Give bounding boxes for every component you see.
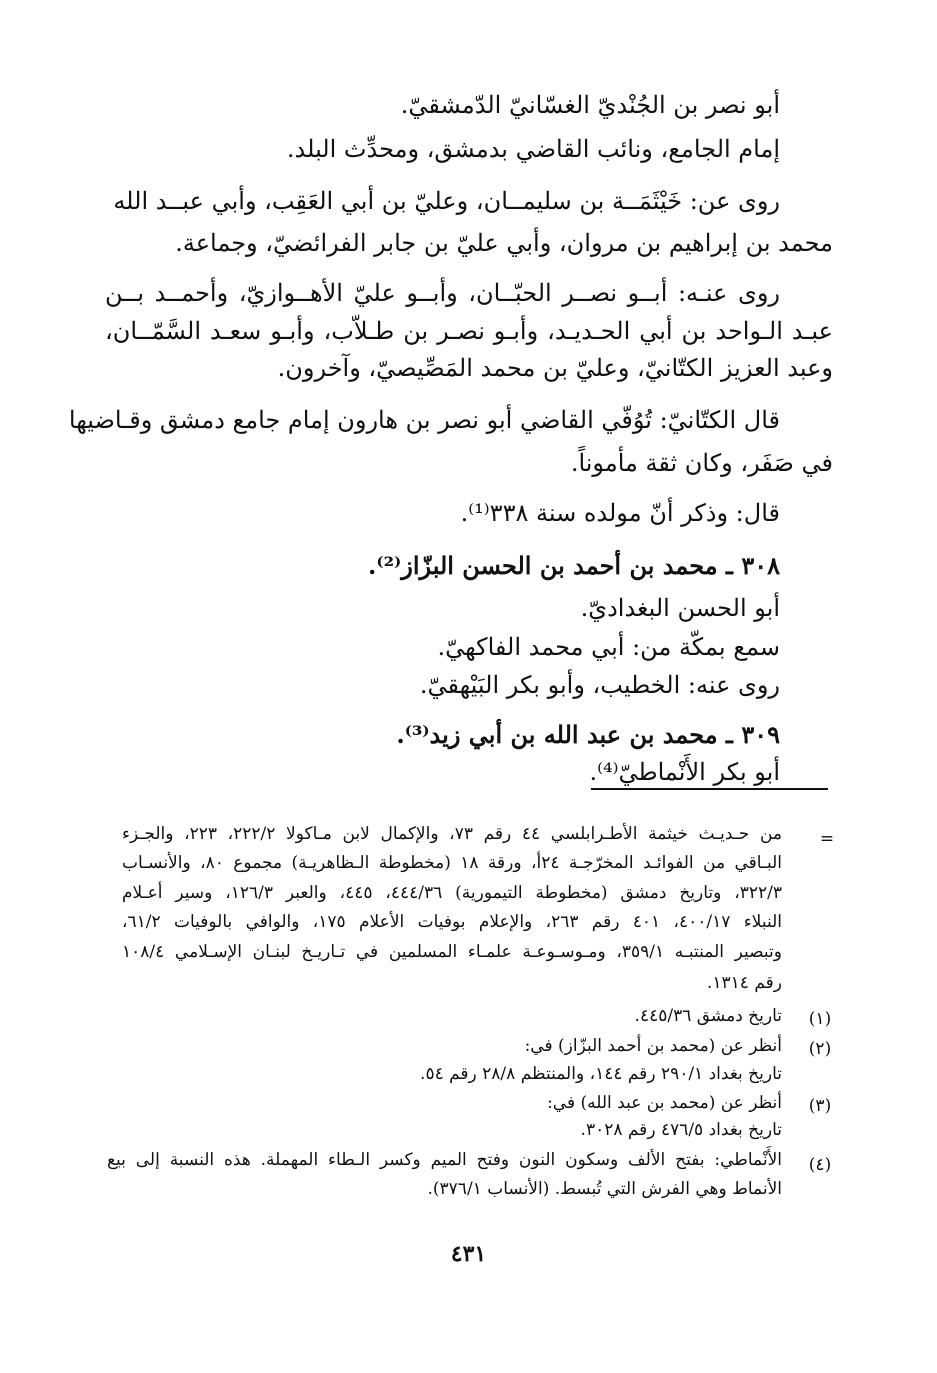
text-line: قال الكتّانيّ: تُوُفّي القاضي أبو نصر بن هارون إمام جامع دمشق وقـاضيها — [68, 406, 780, 434]
footnote-line: رقم ١٣١٤. — [707, 973, 782, 993]
footnote-line: أنظر عن (محمد بن عبد الله) في: — [547, 1093, 782, 1113]
footnote-number: (٢) — [808, 1039, 832, 1059]
text-line: محمد بن إبراهيم بن مروان، وأبي عليّ بن جابر الفرائضيّ، وجماعة. — [175, 229, 833, 257]
footnote-number: (٤) — [808, 1155, 832, 1175]
text-line: أبو بكر الأَنْماطيّ⁽⁴⁾. — [589, 758, 780, 786]
text-line: في صَفَر، وكان ثقة مأموناً. — [570, 449, 833, 477]
footnote-line: تاريخ بغداد ٢٩٠/١ رقم ١٤٤، والمنتظم ٢٨/٨ رقم ٥٤. — [420, 1064, 782, 1084]
text-line: أبو الحسن البغداديّ. — [580, 594, 780, 622]
text-line: عبـد الـواحد بن أبي الحـديـد، وأبـو نصـر بن طـلاّب، وأبـو سعـد السَّمّــان، — [105, 317, 833, 345]
footnote-line: ٣٢٢/٣، وتاريخ دمشق (مخطوطة التيمورية) ٤٤٤/٣٦، ٤٤٥، والعبر ١٢٦/٣، وسير أعـلام — [122, 883, 783, 903]
footnote-line: الأَنْماطي: بفتح الألف وسكون النون وفتح الميم وكسر الـطاء المهملة. هذه النسبة إلى بيع — [107, 1150, 782, 1170]
text-line: سمع بمكّة من: أبي محمد الفاكهيّ. — [437, 633, 780, 661]
page-number: ٤٣١ — [450, 1241, 487, 1267]
entry-heading: ٣٠٩ ـ محمد بن عبد الله بن أبي زيد⁽³⁾. — [396, 720, 780, 749]
footnote-number: (٣) — [808, 1096, 832, 1116]
continuation-marker: = — [819, 829, 835, 849]
footnote-number: (١) — [808, 1009, 832, 1029]
text-line: إمام الجامع، ونائب القاضي بدمشق، ومحدِّث البلد. — [286, 135, 780, 163]
text-line: وعبد العزيز الكتّانيّ، وعليّ بن محمد المَصِّيصيّ، وآخرون. — [277, 354, 833, 382]
footnote-line: النبلاء ٤٠٠/١٧، ٤٠١ رقم ٢٦٣، والإعلام بوفيات الأعلام ١٧٥، والوافي بالوفيات ٦١/٢، — [122, 912, 782, 932]
text-line: أبو نصر بن الجُنْديّ الغسّانيّ الدّمشقيّ. — [400, 91, 780, 119]
text-line: روى عن: خَيْثَمَــة بن سليمــان، وعليّ بن أبي العَقِب، وأبي عبــد الله — [113, 187, 780, 215]
footnote-line: البـاقي من الفوائـد المخرّجـة ٢٤أ، ورقة ١٨ (مخطوطة الـظاهريـة) مجموع ٨٠، والأنسـاب — [122, 853, 782, 873]
footnote-separator — [591, 788, 828, 790]
footnote-line: تاريخ دمشق ٤٤٥/٣٦. — [634, 1006, 782, 1026]
footnote-line: وتبصير المنتبـه ٣٥٩/١، ومـوسـوعـة علمـاء المسلمين في تـاريـخ لبنـان الإسـلامي ١٠٨/٤ — [122, 942, 782, 962]
footnote-line: الأنماط وهي الفرش التي تُبسط. (الأنساب ٣٧٦/١). — [427, 1179, 782, 1199]
text-line: روى عنـه: أبــو نصــر الحبّــان، وأبــو عليّ الأهــوازيّ، وأحمــد بــن — [105, 279, 780, 307]
footnote-line: تاريخ بغداد ٤٧٦/٥ رقم ٣٠٢٨. — [580, 1120, 782, 1140]
footnote-line: من حـديـث خيثمة الأطـرابلسي ٤٤ رقم ٧٣، والإكمال لابن مـاكولا ٢٢٢/٢، ٢٢٣، والجـزء — [122, 824, 782, 844]
text-line: روى عنه: الخطيب، وأبو بكر البَيْهقيّ. — [419, 671, 780, 699]
footnote-line: أنظر عن (محمد بن أحمد البزّاز) في: — [524, 1036, 782, 1056]
entry-heading: ٣٠٨ ـ محمد بن أحمد بن الحسن البزّاز⁽²⁾. — [368, 551, 780, 580]
text-line: قال: وذكر أنّ مولده سنة ٣٣٨⁽¹⁾. — [460, 499, 780, 527]
